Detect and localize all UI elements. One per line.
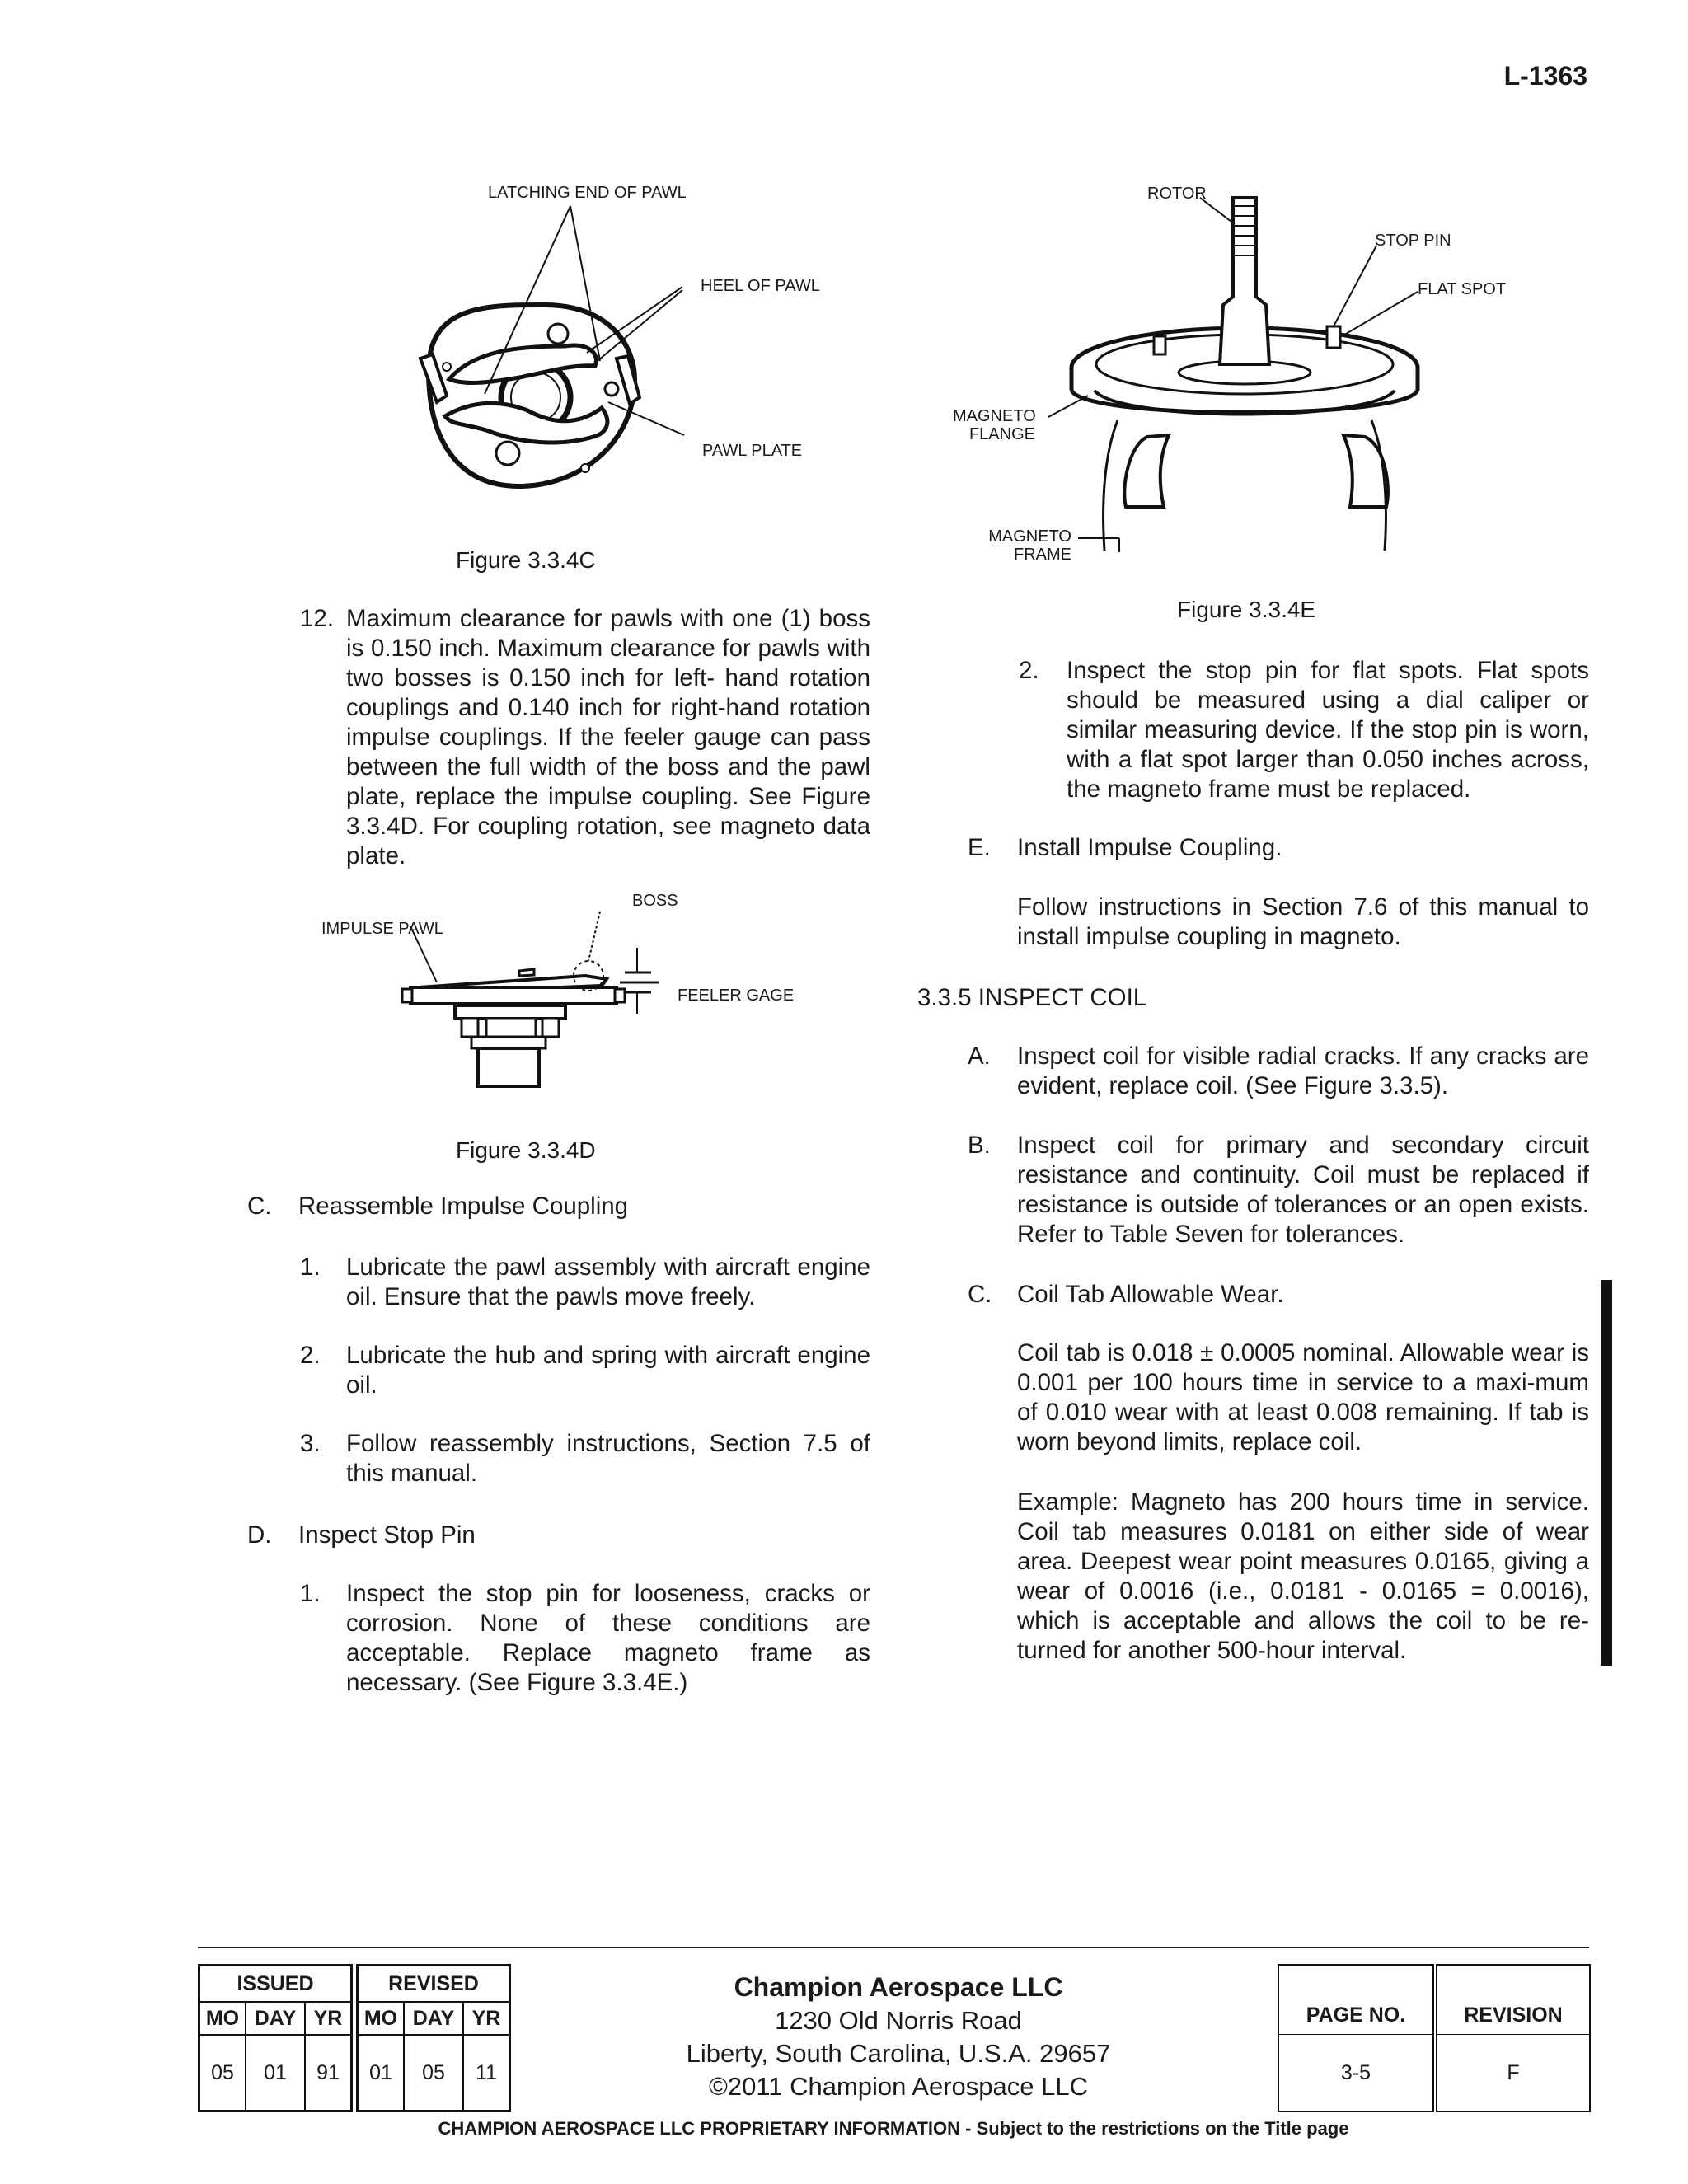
step-number: 2.	[300, 1342, 321, 1369]
revised-mo-header: MO	[358, 2002, 404, 2035]
revision-value: F	[1507, 2060, 1520, 2084]
section-letter: D.	[247, 1521, 272, 1549]
figure-3-3-4c-caption: Figure 3.3.4C	[456, 547, 596, 573]
label-magneto-frame	[986, 527, 1071, 564]
label-impulse-pawl: IMPULSE PAWL	[321, 920, 443, 938]
label-rotor: ROTOR	[1147, 185, 1207, 203]
coil-tab-example: Example: Magneto has 200 hours time in service. Coil tab measures 0.0181 on either side of wear area. Deepest wear point measures 0.0165, giving a wear of 0.0016 (i.e., 0.0181 - 0.0165 = 0.0016), which is acceptable and allows the coil to be re-turned for another 500-hour interval.	[1017, 1488, 1589, 1664]
step-text: Coil Tab Allowable Wear.	[1017, 1281, 1284, 1308]
revised-day-header: DAY	[404, 2002, 463, 2035]
step-text: Inspect coil for visible radial cracks. If any cracks are evident, replace coil. (See Figure 3.3.5).	[1017, 1043, 1589, 1099]
proprietary-notice-bold: CHAMPION AEROSPACE LLC PROPRIETARY INFORMATION	[438, 2118, 961, 2139]
step-12	[300, 604, 870, 876]
step-text: Maximum clearance for pawls with one (1) boss is 0.150 inch. Maximum clearance for pawls with two bosses is 0.150 inch for left- hand rotation couplings and 0.140 inch for right-hand rotation impulse couplings. If the feeler gauge can pass between the full width of the boss and the pawl plate, replace the impulse coupling. See Figure 3.3.4D. For coupling rotation, see magneto data plate.	[346, 605, 870, 869]
section-e-heading	[968, 833, 1594, 863]
step-letter: B.	[968, 1132, 991, 1159]
label-flat-spot: FLAT SPOT	[1418, 280, 1507, 298]
coil-step-c	[968, 1280, 1589, 1310]
section-e-text: Follow instructions in Section 7.6 of this manual to install impulse coupling in magneto.	[1017, 893, 1589, 950]
issued-mo: 05	[199, 2035, 246, 2111]
revision-block	[1436, 1964, 1591, 2112]
step-number: 1.	[300, 1580, 321, 1607]
label-magneto-flange	[953, 407, 1035, 443]
revised-yr: 11	[463, 2035, 509, 2111]
step-number: 2.	[1019, 657, 1039, 684]
section-c-step-3	[300, 1429, 870, 1488]
step-text: Inspect coil for primary and secondary circuit resistance and continuity. Coil must be replaced if resistance is outside of tolerances or an open exists. Refer to Table Seven for tolerances.	[1017, 1132, 1589, 1248]
page-no-label: PAGE NO.	[1279, 1966, 1432, 2035]
label-magneto-flange-line1: MAGNETO	[953, 407, 1036, 425]
section-title: Reassemble Impulse Coupling	[298, 1193, 629, 1220]
coil-tab-text: Coil tab is 0.018 ± 0.0005 nominal. Allowable wear is 0.001 per 100 hours time in service to a maxi-mum of 0.010 wear with at least 0.008 remaining. If tab is worn beyond limits, replace coil.	[1017, 1339, 1589, 1455]
revised-label: REVISED	[358, 1966, 509, 2002]
step-text: Inspect the stop pin for looseness, cracks or corrosion. None of these conditions are acceptable. Replace magneto frame as necessary. (See Figure 3.3.4E.)	[346, 1580, 870, 1696]
label-latching-end-of-pawl: LATCHING END OF PAWL	[488, 184, 687, 202]
step-text: Lubricate the pawl assembly with aircraft engine oil. Ensure that the pawls move freely.	[346, 1254, 870, 1310]
section-title: Install Impulse Coupling.	[1017, 834, 1282, 861]
step-letter: C.	[968, 1281, 992, 1308]
revised-yr-header: YR	[463, 2002, 509, 2035]
proprietary-notice-rest: - Subject to the restrictions on the Title page	[960, 2118, 1349, 2139]
company-copyright: ©2011 Champion Aerospace LLC	[708, 2072, 1088, 2101]
coil-step-b	[968, 1131, 1589, 1249]
section-letter: C.	[247, 1193, 272, 1220]
section-d-heading	[247, 1521, 874, 1550]
step-text: Follow reassembly instructions, Section 7.5 of this manual.	[346, 1430, 870, 1487]
label-magneto-frame-line2: FRAME	[1014, 546, 1071, 564]
company-block	[626, 1970, 1170, 2103]
step-text: Lubricate the hub and spring with aircraft engine oil.	[346, 1342, 870, 1399]
label-magneto-flange-line2: FLANGE	[968, 425, 1035, 443]
company-name: Champion Aerospace LLC	[734, 1972, 1063, 2002]
coil-step-a	[968, 1042, 1589, 1101]
revised-mo: 01	[358, 2035, 404, 2111]
section-letter: E.	[968, 834, 991, 861]
issued-day-header: DAY	[246, 2002, 305, 2035]
company-address-1: 1230 Old Norris Road	[775, 2006, 1022, 2035]
section-d-step-1	[300, 1579, 870, 1698]
issued-yr-header: YR	[305, 2002, 351, 2035]
section-c-step-1	[300, 1253, 870, 1312]
section-c-heading	[247, 1192, 874, 1221]
issued-yr: 91	[305, 2035, 351, 2111]
proprietary-notice	[198, 2118, 1589, 2139]
section-title: Inspect Stop Pin	[298, 1521, 476, 1549]
label-magneto-frame-line1: MAGNETO	[988, 527, 1071, 546]
section-3-3-5-heading: 3.3.5 INSPECT COIL	[917, 984, 1147, 1011]
issued-day: 01	[246, 2035, 305, 2111]
revised-block	[356, 1964, 511, 2112]
figure-3-3-4d-caption: Figure 3.3.4D	[456, 1137, 596, 1163]
label-pawl-plate: PAWL PLATE	[702, 442, 803, 460]
issued-mo-header: MO	[199, 2002, 246, 2035]
step-number: 12.	[300, 605, 335, 632]
step-number: 1.	[300, 1254, 321, 1281]
step-letter: A.	[968, 1043, 991, 1070]
figure-3-3-4c-drawing	[396, 181, 890, 511]
section-d-step-2	[1019, 656, 1589, 804]
document-number: L-1363	[1503, 61, 1587, 91]
section-c-step-2	[300, 1341, 870, 1400]
issued-label: ISSUED	[199, 1966, 351, 2002]
footer-rule	[198, 1947, 1589, 1948]
page-number-block	[1278, 1964, 1434, 2112]
revised-day: 05	[404, 2035, 463, 2111]
figure-3-3-4e-caption: Figure 3.3.4E	[1177, 597, 1316, 622]
revision-change-bar	[1601, 1280, 1612, 1666]
label-stop-pin: STOP PIN	[1375, 232, 1451, 250]
issued-block	[198, 1964, 353, 2112]
label-heel-of-pawl: HEEL OF PAWL	[701, 277, 820, 295]
label-boss: BOSS	[632, 892, 678, 910]
revision-label: REVISION	[1437, 1966, 1589, 2035]
label-feeler-gage: FEELER GAGE	[678, 987, 795, 1005]
company-address-2: Liberty, South Carolina, U.S.A. 29657	[686, 2039, 1111, 2068]
page-no-value: 3-5	[1340, 2060, 1372, 2084]
step-number: 3.	[300, 1430, 321, 1457]
step-text: Inspect the stop pin for flat spots. Flat spots should be measured using a dial caliper or similar measuring device. If the stop pin is worn, with a flat spot larger than 0.050 inches across, the magneto frame must be replaced.	[1067, 657, 1589, 803]
